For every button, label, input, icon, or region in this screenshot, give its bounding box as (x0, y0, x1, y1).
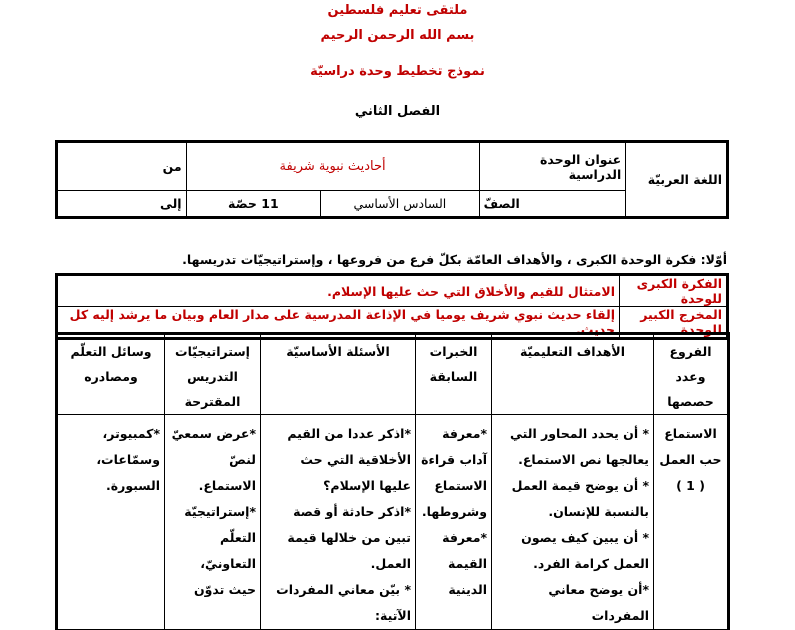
document-title: نموذج تخطيط وحدة دراسيّة (310, 64, 485, 79)
header-objectives: الأهداف التعليميّة (492, 335, 654, 415)
big-output-value: إلقاء حديث نبوي شريف يوميا في الإذاعة المدرسية على مدار العام وبيان ما يرشد إليه كل حديث. (58, 307, 620, 338)
big-idea-label: الفكرة الكبرى للوحدة (620, 276, 727, 307)
prior-item: *معرفة القيمة الدينية (442, 530, 487, 597)
header-strategies: إستراتيجيّات التدريس المقترحة (165, 335, 261, 415)
to-label: إلى (58, 191, 187, 217)
from-label: من (58, 143, 187, 191)
big-output-label: المخرج الكبير للوحدة (620, 307, 727, 338)
question-item: *اذكر حادثة أو قصة تبين من خلالها قيمة العمل. (287, 504, 411, 571)
prior-cell (416, 415, 492, 630)
question-item: *اذكر عددا من القيم الأخلاقية التي حث عليها الإسلام؟ (287, 426, 411, 493)
resources-cell (58, 415, 165, 630)
objective-item: * أن يبين كيف يصون العمل كرامة الفرد. (521, 530, 649, 571)
resource-item: *كمبيوتر، وسمّاعات، السبورة. (96, 426, 160, 493)
prior-item: *معرفة آداب قراءة الاستماع وشروطها. (421, 426, 487, 519)
section-one-title: أوّلا: فكرة الوحدة الكبرى ، والأهداف العامّة بكلّ فرع من فروعها ، وإستراتيجيّات تدريسها. (182, 252, 727, 267)
strategy-item: *عرض سمعيّ لنصّ الاستماع. (171, 426, 256, 493)
big-idea-table (57, 275, 727, 338)
branch-count: ( 1 ) (676, 478, 705, 493)
big-idea-value: الامتثال للقيم والأخلاق التي حث عليها الإسلام. (58, 276, 620, 307)
header-resources: وسائل التعلّم ومصادره (58, 335, 165, 415)
header-essential-questions: الأسئلة الأساسيّة (261, 335, 416, 415)
subject-cell: اللغة العربيّة (626, 143, 727, 217)
branch-cell (654, 415, 728, 630)
class-label: الصفّ (479, 191, 626, 217)
header-branches: الفروع وعدد حصصها (654, 335, 728, 415)
branch-name: الاستماع حب العمل (659, 426, 722, 467)
unit-info-table (57, 142, 727, 217)
unit-title-label: عنوان الوحدة الدراسية (479, 143, 626, 191)
periods-count: 11 حصّة (186, 191, 321, 217)
strategies-cell (165, 415, 261, 630)
objective-item: * أن يوضح قيمة العمل بالنسبة للإنسان. (511, 478, 649, 519)
forum-name: ملتقى تعليم فلسطين (327, 3, 468, 18)
basmala: بسم الله الرحمن الرحيم (320, 28, 475, 43)
semester-title: الفصل الثاني (354, 104, 441, 119)
objective-item: * أن يحدد المحاور التي يعالجها نص الاستماع. (510, 426, 649, 467)
unit-plan-table (57, 334, 728, 630)
question-item: * بيّن معاني المفردات الآتية: (276, 582, 411, 623)
header-prior-experience: الخبرات السابقة (416, 335, 492, 415)
questions-cell (261, 415, 416, 630)
unit-title-value: أحاديث نبوية شريفة (186, 143, 479, 191)
objectives-cell (492, 415, 654, 630)
class-value: السادس الأساسي (321, 191, 480, 217)
strategy-item: *إستراتيجيّة التعلّم التعاونيّ، حيث تدوّن (184, 504, 256, 597)
objective-item: *أن يوضح معاني المفردات (548, 582, 649, 623)
